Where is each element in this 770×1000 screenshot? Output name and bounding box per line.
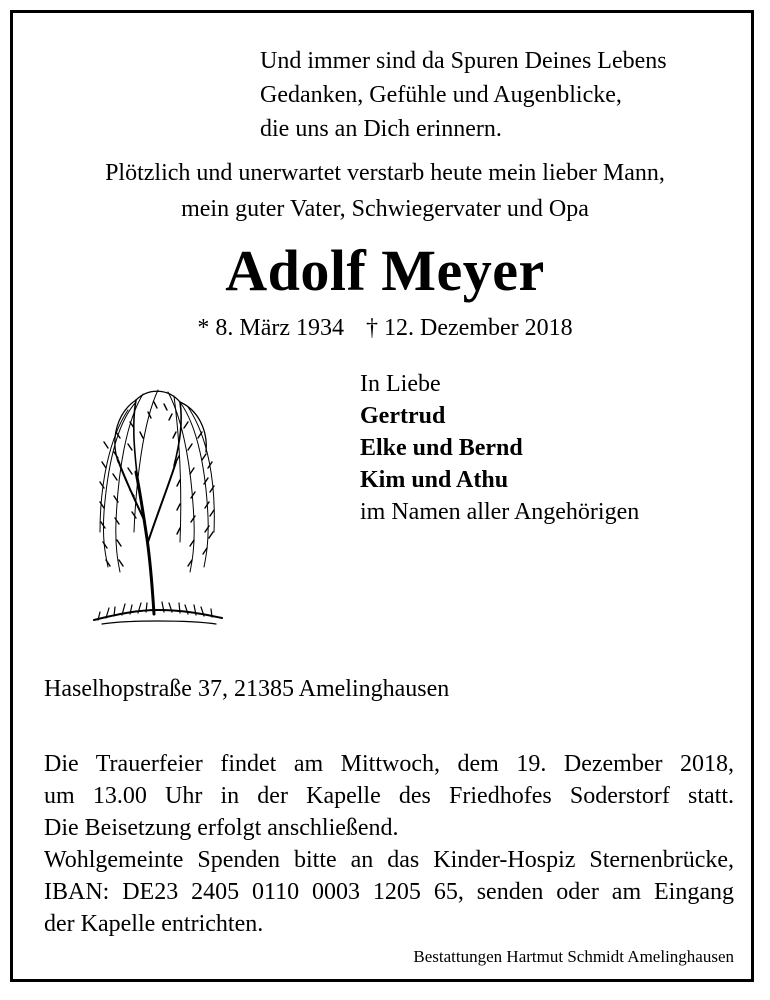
- service-line: Die Trauerfeier findet am Mittwoch, dem 19. Dezember 2018,: [44, 751, 734, 777]
- service-line: Die Beisetzung erfolgt anschließend.: [44, 815, 399, 841]
- birth-date: * 8. März 1934: [197, 315, 345, 341]
- mourners-intro: In Liebe: [360, 371, 441, 397]
- mourners-closing: im Namen aller Angehörigen: [360, 499, 640, 525]
- family-address: Haselhopstraße 37, 21385 Amelinghausen: [44, 676, 450, 702]
- intro-line: Plötzlich und unerwartet verstarb heute mein lieber Mann,: [105, 160, 665, 186]
- mourner-name: Gertrud: [360, 403, 446, 429]
- poem-line: Und immer sind da Spuren Deines Lebens: [260, 48, 667, 74]
- service-line: Wohlgemeinte Spenden bitte an das Kinder-Hospiz Sternenbrücke,: [44, 847, 734, 873]
- death-date: † 12. Dezember 2018: [366, 315, 573, 341]
- undertaker-credit: Bestattungen Hartmut Schmidt Amelinghausen: [413, 947, 734, 966]
- mourner-name: Elke und Bernd: [360, 435, 523, 461]
- life-dates: [0, 312, 770, 344]
- intro-line: mein guter Vater, Schwiegervater und Opa: [181, 196, 589, 222]
- poem: [260, 44, 667, 146]
- poem-line: Gedanken, Gefühle und Augenblicke,: [260, 82, 622, 108]
- funeral-details: [44, 748, 734, 940]
- service-line: IBAN: DE23 2405 0110 0003 1205 65, senden oder am Eingang: [44, 879, 734, 905]
- weeping-willow-icon: [88, 382, 228, 632]
- service-line: um 13.00 Uhr in der Kapelle des Friedhofes Soderstorf statt.: [44, 783, 734, 809]
- poem-line: die uns an Dich erinnern.: [260, 116, 502, 142]
- mourners-block: [360, 368, 639, 528]
- deceased-name: Adolf Meyer: [225, 238, 545, 303]
- mourner-name: Kim und Athu: [360, 467, 509, 493]
- announcement-intro: [0, 155, 770, 227]
- service-line: der Kapelle entrichten.: [44, 911, 264, 937]
